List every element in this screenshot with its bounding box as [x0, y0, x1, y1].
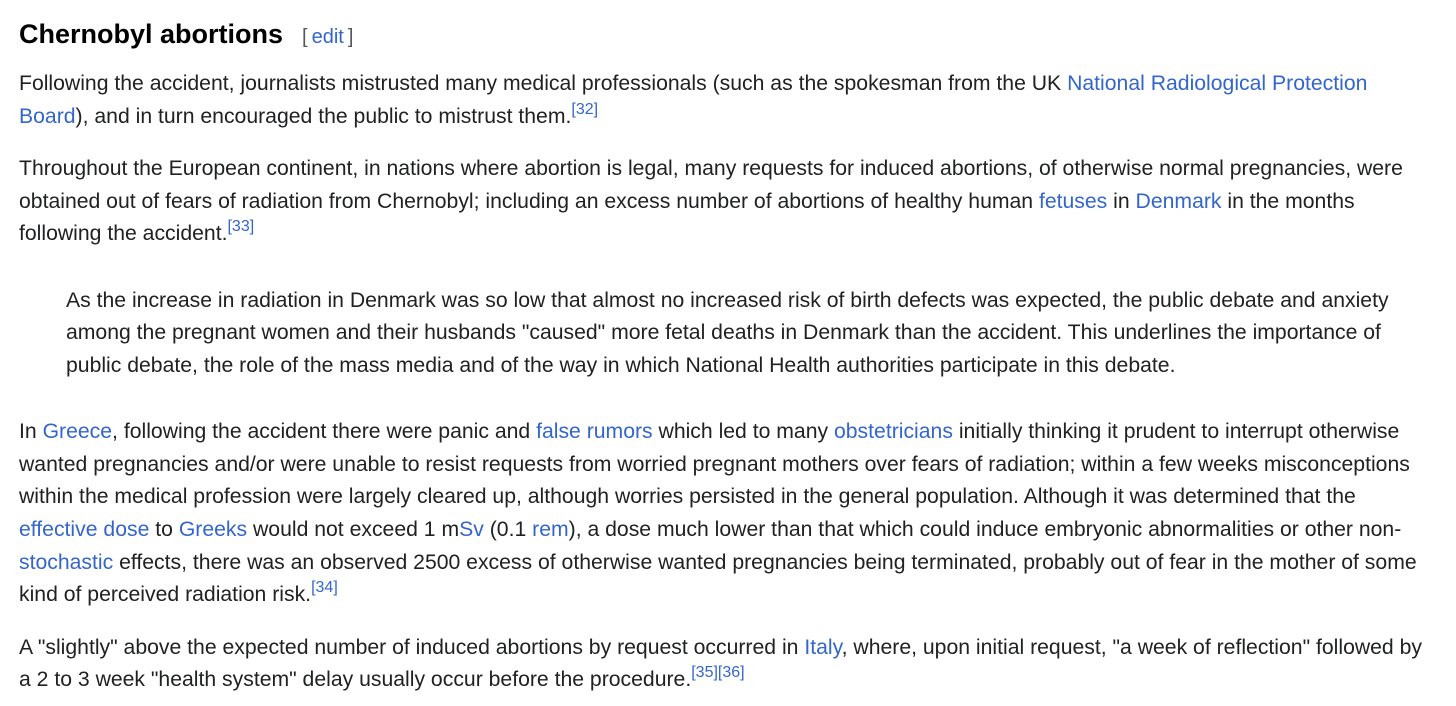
link-rem[interactable]: rem — [532, 517, 569, 541]
link-effective-dose[interactable]: effective dose — [19, 517, 150, 541]
paragraph-greece — [19, 416, 1436, 612]
link-national-radiological-protection-board[interactable]: National Radiological Protection Board — [19, 72, 1368, 128]
p4-text-2: , where, upon initial request, "a week of reflection" followed by a 2 to 3 week "health system" delay usually occur before the procedure. — [19, 635, 1422, 692]
ref-34 — [311, 579, 338, 596]
p2-text-1: Throughout the European continent, in nations where abortion is legal, many requests for induced abortions, of otherwise normal pregnancies, were obtained out of fears of radiation from Chernobyl; including an excess number of abortions of healthy human — [19, 157, 1403, 213]
link-italy[interactable]: Italy — [804, 635, 842, 659]
edit-bracket-open: [ — [302, 26, 308, 48]
ref-35 — [691, 664, 718, 681]
ref-32 — [571, 101, 598, 118]
p4-text-1: A "slightly" above the expected number of induced abortions by request occurred in — [19, 635, 805, 659]
section-title: Chernobyl abortions — [19, 19, 284, 49]
p3-text-8: ), a dose much lower than that which could induce embryonic abnormalities or other non- — [568, 517, 1402, 541]
edit-link[interactable]: edit — [311, 26, 344, 48]
p3-text-4: initially thinking it prudent to interrupt otherwise wanted pregnancies and/or were unable to resist requests from worried pregnant mothers over fears of radiation; within a few weeks misconceptions within the medical profession were largely cleared up, although worries persisted in the general population. Although it was determined that the — [19, 420, 1410, 509]
link-denmark[interactable]: Denmark — [1135, 189, 1222, 213]
citation-link-36[interactable]: [36] — [717, 664, 745, 682]
link-obstetricians[interactable]: obstetricians — [833, 420, 953, 444]
citation-link-35[interactable]: [35] — [691, 664, 718, 682]
quote-text: As the increase in radiation in Denmark was so low that almost no increased risk of birth defects was expected, the public debate and anxiety among the pregnant women and their husbands "caused" more fetal deaths in Denmark than the accident. This underlines the importance of public debate, the role of the mass media and of the way in which National Health authorities participate in this debate. — [66, 288, 1389, 377]
citation-link-34[interactable]: [34] — [311, 579, 338, 597]
citation-link-32[interactable]: [32] — [571, 100, 599, 118]
p3-text-6: would not exceed 1 m — [247, 517, 460, 541]
p1-text-1: Following the accident, journalists mistrusted many medical professionals (such as the spokesman from the UK — [19, 72, 1068, 95]
edit-bracket-close: ] — [347, 26, 354, 48]
p2-text-2: in — [1107, 189, 1136, 213]
denmark-quote — [66, 285, 1436, 382]
link-greece[interactable]: Greece — [42, 420, 113, 444]
link-stochastic[interactable]: stochastic — [19, 550, 114, 574]
p1-text-2: ), and in turn encouraged the public to mistrust them. — [75, 104, 572, 128]
section-heading-row — [19, 14, 1436, 54]
p3-text-3: which led to many — [652, 420, 834, 444]
link-sievert[interactable]: Sv — [459, 517, 484, 541]
link-fetuses[interactable]: fetuses — [1038, 189, 1108, 213]
ref-33 — [227, 218, 254, 235]
ref-36 — [718, 664, 745, 681]
citation-link-33[interactable]: [33] — [227, 218, 255, 236]
p3-text-2: , following the accident there were panic and — [112, 420, 537, 444]
edit-section — [302, 26, 353, 49]
p3-text-5: to — [149, 517, 179, 541]
p3-text-7: (0.1 — [483, 517, 533, 541]
paragraph-journalists — [19, 68, 1436, 133]
p3-text-9: effects, there was an observed 2500 excess of otherwise wanted pregnancies being terminated, probably out of fear in the mother of some kind of perceived radiation risk. — [19, 550, 1417, 607]
link-false-rumors[interactable]: false rumors — [536, 420, 653, 444]
paragraph-european-continent — [19, 153, 1436, 251]
p2-text-3: in the months following the accident. — [19, 189, 1355, 246]
paragraph-italy — [19, 632, 1436, 697]
link-greeks[interactable]: Greeks — [178, 517, 248, 541]
p3-text-1: In — [19, 420, 43, 444]
